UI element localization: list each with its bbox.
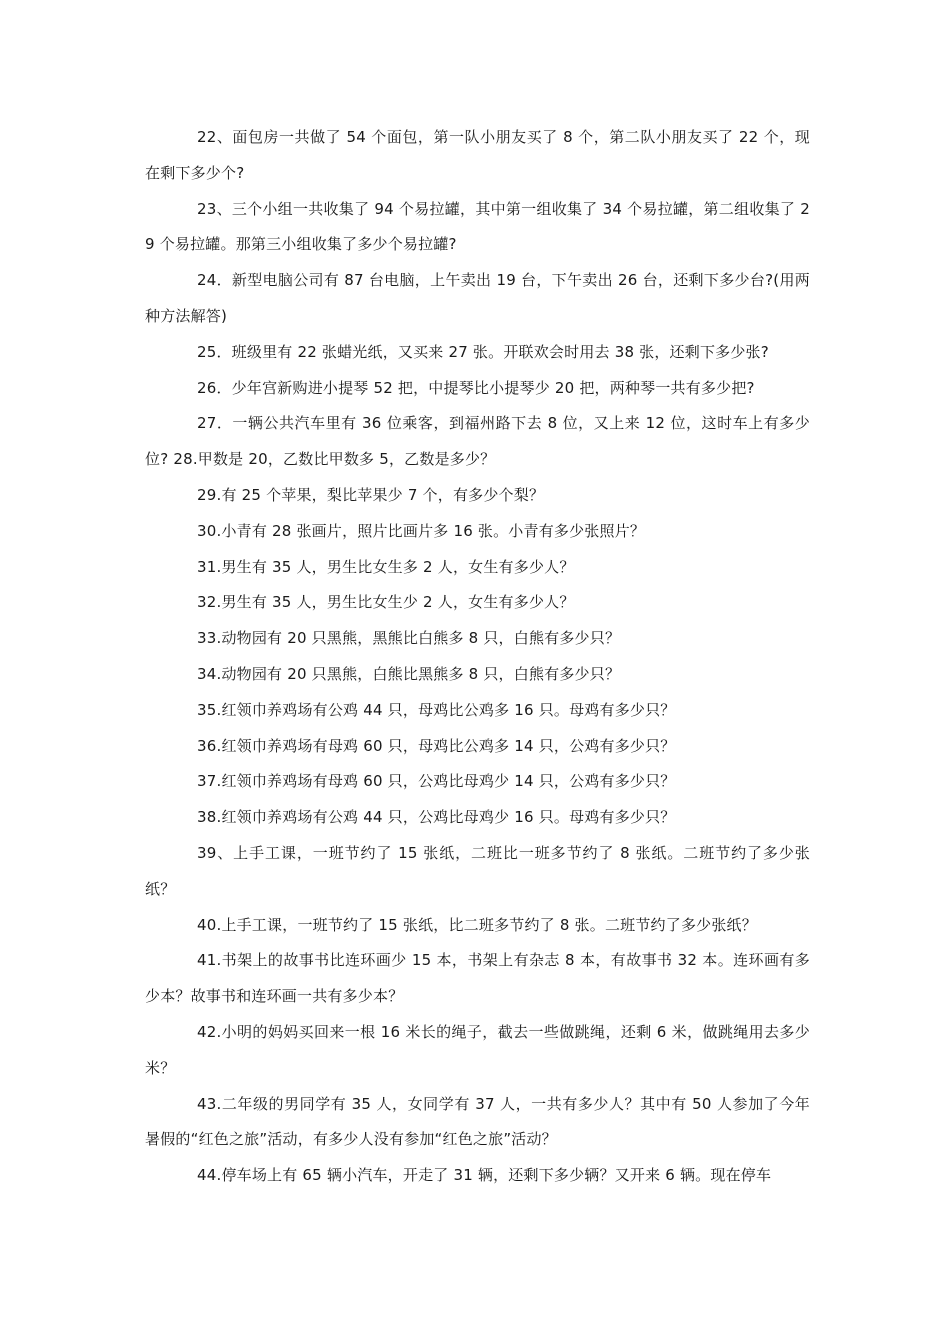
document-body	[145, 120, 810, 1194]
problem-40: 40.上手工课，一班节约了 15 张纸，比二班多节约了 8 张。二班节约了多少张纸？	[197, 915, 757, 934]
problem-31: 31.男生有 35 人，男生比女生多 2 人，女生有多少人？	[197, 557, 575, 576]
problem-41: 41.书架上的故事书比连环画少 15 本，书架上有杂志 8 本，有故事书 32 本。连环画有多少本？故事书和连环画一共有多少本？	[145, 951, 810, 1006]
problem-24: 24．新型电脑公司有 87 台电脑，上午卖出 19 台，下午卖出 26 台，还剩下多少台?(用两种方法解答)	[145, 271, 810, 325]
problem-27-28: 27．一辆公共汽车里有 36 位乘客，到福州路下去 8 位，又上来 12 位，这时车上有多少位? 28.甲数是 20，乙数比甲数多 5，乙数是多少？	[145, 414, 810, 469]
problem-26: 26．少年宫新购进小提琴 52 把，中提琴比小提琴少 20 把，两种琴一共有多少把?	[197, 378, 755, 397]
problem-32: 32.男生有 35 人，男生比女生少 2 人，女生有多少人？	[197, 593, 575, 612]
problem-43: 43.二年级的男同学有 35 人，女同学有 37 人，一共有多少人？其中有 50 人参加了今年暑假的“红色之旅”活动，有多少人没有参加“红色之旅”活动？	[145, 1094, 810, 1149]
problem-42: 42.小明的妈妈买回来一根 16 米长的绳子，截去一些做跳绳，还剩 6 米，做跳绳用去多少米？	[145, 1022, 810, 1077]
problem-39: 39、上手工课，一班节约了 15 张纸，二班比一班多节约了 8 张纸。二班节约了多少张纸？	[145, 843, 810, 898]
problem-35: 35.红领巾养鸡场有公鸡 44 只，母鸡比公鸡多 16 只。母鸡有多少只？	[197, 700, 676, 719]
problem-25: 25．班级里有 22 张蜡光纸，又买来 27 张。开联欢会时用去 38 张，还剩下多少张?	[197, 342, 769, 361]
problem-29: 29.有 25 个苹果，梨比苹果少 7 个，有多少个梨？	[197, 485, 545, 504]
problem-36: 36.红领巾养鸡场有母鸡 60 只，母鸡比公鸡多 14 只，公鸡有多少只？	[197, 736, 676, 755]
problem-23: 23、三个小组一共收集了 94 个易拉罐，其中第一组收集了 34 个易拉罐，第二组收集了 29 个易拉罐。那第三小组收集了多少个易拉罐?	[145, 199, 810, 254]
problem-22: 22、面包房一共做了 54 个面包，第一队小朋友买了 8 个，第二队小朋友买了 22 个，现在剩下多少个?	[145, 128, 810, 182]
problem-38: 38.红领巾养鸡场有公鸡 44 只，公鸡比母鸡少 16 只。母鸡有多少只？	[197, 808, 676, 827]
problem-33: 33.动物园有 20 只黑熊，黑熊比白熊多 8 只，白熊有多少只？	[197, 629, 621, 648]
problem-30: 30.小青有 28 张画片，照片比画片多 16 张。小青有多少张照片？	[197, 521, 646, 540]
problem-34: 34.动物园有 20 只黑熊，白熊比黑熊多 8 只，白熊有多少只？	[197, 664, 621, 683]
problem-44: 44.停车场上有 65 辆小汽车，开走了 31 辆，还剩下多少辆？又开来 6 辆。现在停车	[197, 1166, 772, 1185]
problem-37: 37.红领巾养鸡场有母鸡 60 只，公鸡比母鸡少 14 只，公鸡有多少只？	[197, 772, 676, 791]
